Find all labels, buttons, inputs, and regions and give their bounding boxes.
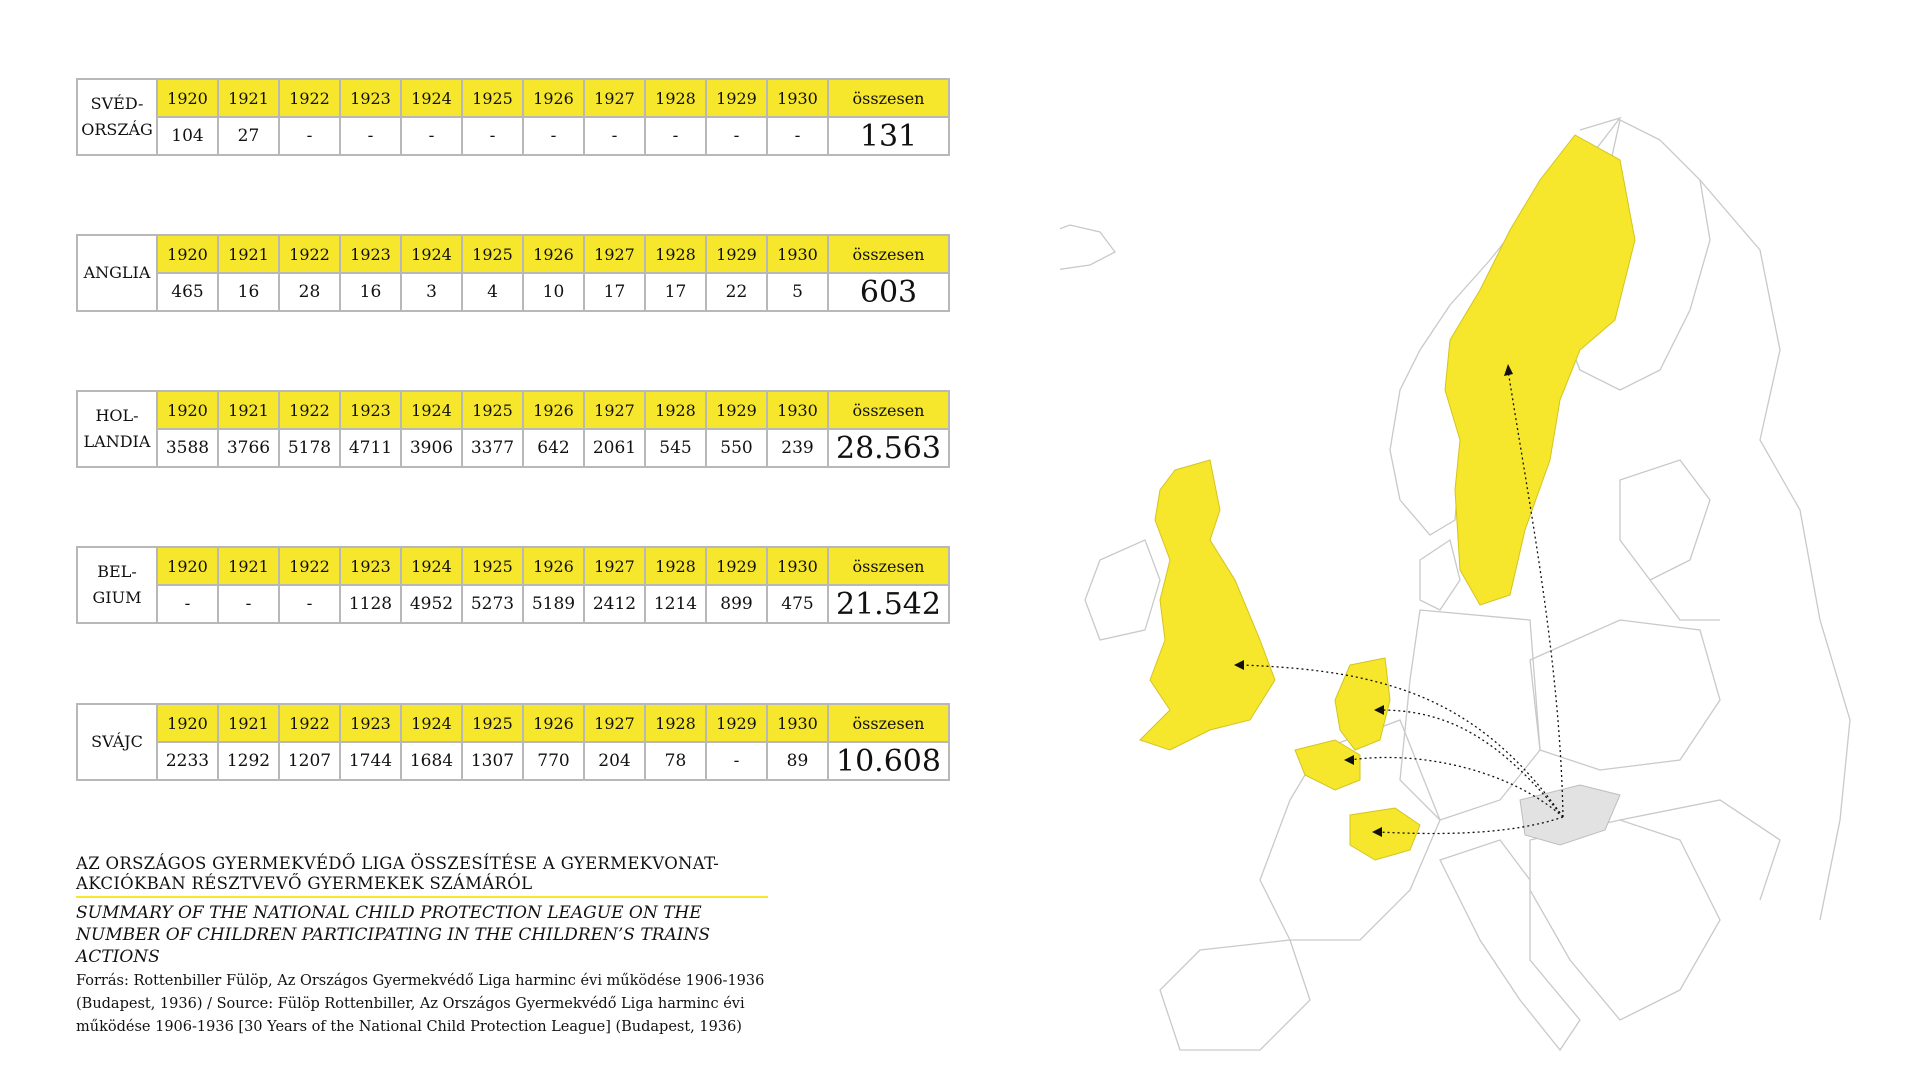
- year-value: 16: [340, 273, 401, 311]
- year-header: 1929: [706, 704, 767, 742]
- year-header: 1921: [218, 79, 279, 117]
- year-value: 5273: [462, 585, 523, 623]
- year-value: 27: [218, 117, 279, 155]
- year-value: -: [279, 117, 340, 155]
- table-bel-gium: [76, 546, 950, 624]
- year-value: 89: [767, 742, 828, 780]
- year-value: -: [279, 585, 340, 623]
- year-value: 899: [706, 585, 767, 623]
- year-value: 545: [645, 429, 706, 467]
- year-value: 78: [645, 742, 706, 780]
- year-value: -: [401, 117, 462, 155]
- year-value: 475: [767, 585, 828, 623]
- year-header: 1929: [706, 235, 767, 273]
- year-header: 1924: [401, 704, 462, 742]
- year-value: 5178: [279, 429, 340, 467]
- year-header: 1921: [218, 391, 279, 429]
- year-header: 1926: [523, 704, 584, 742]
- year-header: 1925: [462, 79, 523, 117]
- year-header: 1922: [279, 391, 340, 429]
- year-value: 550: [706, 429, 767, 467]
- year-header: 1922: [279, 704, 340, 742]
- table-svéd-ország: [76, 78, 950, 156]
- year-header: 1921: [218, 235, 279, 273]
- year-header: 1923: [340, 79, 401, 117]
- year-value: 642: [523, 429, 584, 467]
- year-value: 1744: [340, 742, 401, 780]
- country-name-line: ORSZÁG: [81, 120, 153, 139]
- year-header: 1927: [584, 391, 645, 429]
- year-value: 3377: [462, 429, 523, 467]
- country-name-line: SVÉD-: [90, 94, 144, 113]
- year-header: 1928: [645, 704, 706, 742]
- country-name-line: SVÁJC: [91, 732, 143, 751]
- year-header: 1930: [767, 235, 828, 273]
- year-header: 1929: [706, 547, 767, 585]
- caption-block: [76, 854, 776, 1039]
- caption-hungarian: AZ ORSZÁGOS GYERMEKVÉDŐ LIGA ÖSSZESÍTÉSE A GYERMEKVONAT-AKCIÓKBAN RÉSZTVEVŐ GYERMEKEK SZÁMÁRÓL: [76, 854, 768, 898]
- year-value: 22: [706, 273, 767, 311]
- year-value: 4711: [340, 429, 401, 467]
- belgium-shape: [1295, 740, 1360, 790]
- year-header: 1929: [706, 391, 767, 429]
- year-header: 1930: [767, 79, 828, 117]
- country-name: [77, 704, 157, 780]
- year-header: 1924: [401, 547, 462, 585]
- country-name: [77, 391, 157, 467]
- year-header: 1925: [462, 235, 523, 273]
- year-header: 1926: [523, 391, 584, 429]
- year-value: 239: [767, 429, 828, 467]
- year-value: 3906: [401, 429, 462, 467]
- year-header: 1927: [584, 704, 645, 742]
- total-value: 10.608: [828, 742, 949, 780]
- year-header: 1926: [523, 547, 584, 585]
- caption-english: SUMMARY OF THE NATIONAL CHILD PROTECTION LEAGUE ON THE NUMBER OF CHILDREN PARTICIPATING IN THE CHILDREN’S TRAINS ACTIONS: [76, 903, 711, 967]
- total-header: összesen: [828, 547, 949, 585]
- year-value: 4952: [401, 585, 462, 623]
- year-value: 16: [218, 273, 279, 311]
- year-value: 770: [523, 742, 584, 780]
- country-name-line: GIUM: [92, 588, 142, 607]
- total-header: összesen: [828, 235, 949, 273]
- uk-shape: [1140, 460, 1275, 750]
- year-value: -: [157, 585, 218, 623]
- table-svájc: [76, 703, 950, 781]
- route-uk: [1240, 665, 1563, 817]
- year-value: 10: [523, 273, 584, 311]
- year-value: -: [767, 117, 828, 155]
- year-value: 3: [401, 273, 462, 311]
- year-value: 1684: [401, 742, 462, 780]
- year-header: 1920: [157, 547, 218, 585]
- country-name-line: ANGLIA: [83, 263, 151, 282]
- year-value: 204: [584, 742, 645, 780]
- sweden-shape: [1445, 135, 1635, 605]
- year-value: -: [462, 117, 523, 155]
- total-value: 28.563: [828, 429, 949, 467]
- year-header: 1929: [706, 79, 767, 117]
- year-value: 5189: [523, 585, 584, 623]
- year-header: 1928: [645, 79, 706, 117]
- year-value: 4: [462, 273, 523, 311]
- year-header: 1928: [645, 391, 706, 429]
- year-header: 1927: [584, 547, 645, 585]
- year-value: 1128: [340, 585, 401, 623]
- year-header: 1922: [279, 547, 340, 585]
- table-hol-landia: [76, 390, 950, 468]
- year-value: 465: [157, 273, 218, 311]
- year-value: 2233: [157, 742, 218, 780]
- year-value: -: [645, 117, 706, 155]
- year-header: 1920: [157, 704, 218, 742]
- year-value: 1207: [279, 742, 340, 780]
- country-name-line: BEL-: [97, 562, 137, 581]
- country-name: [77, 235, 157, 311]
- total-header: összesen: [828, 79, 949, 117]
- year-value: 17: [645, 273, 706, 311]
- year-header: 1927: [584, 79, 645, 117]
- year-header: 1922: [279, 79, 340, 117]
- year-value: 28: [279, 273, 340, 311]
- year-value: 2412: [584, 585, 645, 623]
- year-header: 1928: [645, 235, 706, 273]
- year-header: 1927: [584, 235, 645, 273]
- total-value: 21.542: [828, 585, 949, 623]
- switzerland-shape: [1350, 808, 1420, 860]
- year-header: 1921: [218, 704, 279, 742]
- year-header: 1924: [401, 79, 462, 117]
- country-name-line: LANDIA: [83, 432, 151, 451]
- hungary-shape: [1520, 785, 1620, 845]
- total-value: 603: [828, 273, 949, 311]
- year-header: 1925: [462, 704, 523, 742]
- year-value: -: [706, 742, 767, 780]
- country-name-line: HOL-: [95, 406, 139, 425]
- year-header: 1928: [645, 547, 706, 585]
- year-header: 1924: [401, 235, 462, 273]
- year-header: 1923: [340, 704, 401, 742]
- year-value: 104: [157, 117, 218, 155]
- year-header: 1930: [767, 391, 828, 429]
- year-header: 1923: [340, 391, 401, 429]
- year-value: -: [706, 117, 767, 155]
- year-header: 1930: [767, 704, 828, 742]
- total-header: összesen: [828, 391, 949, 429]
- year-header: 1922: [279, 235, 340, 273]
- year-value: 3588: [157, 429, 218, 467]
- year-value: -: [523, 117, 584, 155]
- country-name: [77, 79, 157, 155]
- year-header: 1925: [462, 391, 523, 429]
- europe-map: [1060, 60, 1920, 1070]
- year-header: 1923: [340, 547, 401, 585]
- year-value: 2061: [584, 429, 645, 467]
- year-header: 1925: [462, 547, 523, 585]
- year-value: 1307: [462, 742, 523, 780]
- year-header: 1923: [340, 235, 401, 273]
- netherlands-shape: [1335, 658, 1390, 750]
- year-value: -: [584, 117, 645, 155]
- caption-source: Forrás: Rottenbiller Fülöp, Az Országos Gyermekvédő Liga harminc évi működése 1906-1936 (Budapest, 1936) / Source: Fülöp Rottenbiller, Az Országos Gyermekvédő Liga harminc évi működése 1906-1936 [30 Years of the National Child Protection League] (Budapest, 1936): [76, 973, 765, 1035]
- year-header: 1920: [157, 235, 218, 273]
- year-header: 1930: [767, 547, 828, 585]
- total-value: 131: [828, 117, 949, 155]
- year-value: 1292: [218, 742, 279, 780]
- year-header: 1924: [401, 391, 462, 429]
- year-header: 1926: [523, 79, 584, 117]
- year-value: 5: [767, 273, 828, 311]
- year-value: 1214: [645, 585, 706, 623]
- table-anglia: [76, 234, 950, 312]
- year-header: 1920: [157, 79, 218, 117]
- year-value: 17: [584, 273, 645, 311]
- year-value: 3766: [218, 429, 279, 467]
- year-header: 1920: [157, 391, 218, 429]
- year-header: 1926: [523, 235, 584, 273]
- country-name: [77, 547, 157, 623]
- total-header: összesen: [828, 704, 949, 742]
- year-value: -: [218, 585, 279, 623]
- year-value: -: [340, 117, 401, 155]
- year-header: 1921: [218, 547, 279, 585]
